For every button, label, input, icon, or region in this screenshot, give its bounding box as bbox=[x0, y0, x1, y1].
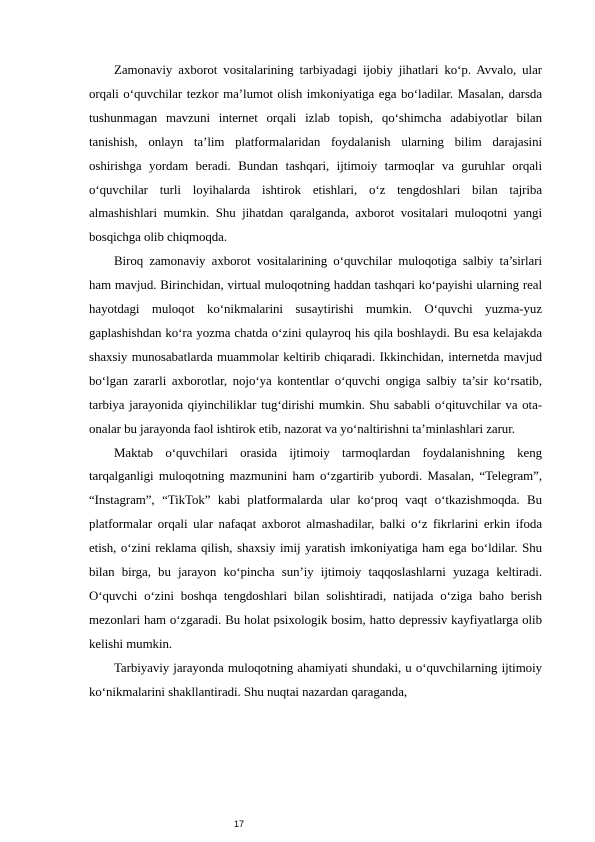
document-page bbox=[89, 59, 542, 704]
paragraph-social-networks: Maktab o‘quvchilari orasida ijtimoiy tarmoqlardan foydalanishning keng tarqalganligi muloqotning mazmunini ham o‘zgartirib yubordi. Masalan, “Telegram”, “Instagram”, “TikTok” kabi platformalarda ular ko‘proq vaqt o‘tkazishmoqda. Bu platformalar orqali ular nafaqat axborot almashadilar, balki o‘z fikrlarini erkin ifoda etish, o‘zini reklama qilish, shaxsiy imij yaratish imkoniyatiga ham ega bo‘ldilar. Shu bilan birga, bu jarayon ko‘pincha sun’iy ijtimoiy taqqoslashlarni yuzaga keltiradi. O‘quvchi o‘zini boshqa tengdoshlari bilan solishtiradi, natijada o‘ziga baho berish mezonlari ham o‘zgaradi. Bu holat psixologik bosim, hatto depressiv kayfiyatlarga olib kelishi mumkin. bbox=[89, 445, 542, 651]
paragraph-educational-communication: Tarbiyaviy jarayonda muloqotning ahamiyati shundaki, u o‘quvchilarning ijtimoiy ko‘nikmalarini shakllantiradi. Shu nuqtai nazardan qaraganda, bbox=[89, 660, 542, 699]
paragraph-media-positive: Zamonaviy axborot vositalarining tarbiyadagi ijobiy jihatlari ko‘p. Avvalo, ular orqali o‘quvchilar tezkor ma’lumot olish imkoniyatiga ega bo‘ladilar. Masalan, darsda tushunmagan mavzuni internet orqali izlab topish, qo‘shimcha adabiyotlar bilan tanishish, onlayn ta’lim platformalaridan foydalanish ularning bilim darajasini oshirishga yordam beradi. Bundan tashqari, ijtimoiy tarmoqlar va guruhlar orqali o‘quvchilar turli loyihalarda ishtirok etishlari, o‘z tengdoshlari bilan tajriba almashishlari mumkin. Shu jihatdan qaralganda, axborot vositalari muloqotni yangi bosqichga olib chiqmoqda. bbox=[89, 63, 542, 245]
page-number: 17 bbox=[234, 819, 245, 829]
paragraph-media-negative: Biroq zamonaviy axborot vositalarining o‘quvchilar muloqotiga salbiy ta’sirlari ham mavjud. Birinchidan, virtual muloqotning haddan tashqari ko‘payishi ularning real hayotdagi muloqot ko‘nikmalarini susaytirishi mumkin. O‘quvchi yuzma-yuz gaplashishdan ko‘ra yozma chatda o‘zini qulayroq his qila boshlaydi. Bu esa kelajakda shaxsiy munosabatlarda muammolar keltirib chiqaradi. Ikkinchidan, internetda mavjud bo‘lgan zararli axborotlar, nojo‘ya kontentlar o‘quvchi ongiga salbiy ta’sir ko‘rsatib, tarbiya jarayonida qiyinchiliklar tug‘dirishi mumkin. Shu sababli o‘qituvchilar va ota-onalar bu jarayonda faol ishtirok etib, nazorat va yo‘naltirishni ta’minlashlari zarur. bbox=[89, 254, 542, 436]
